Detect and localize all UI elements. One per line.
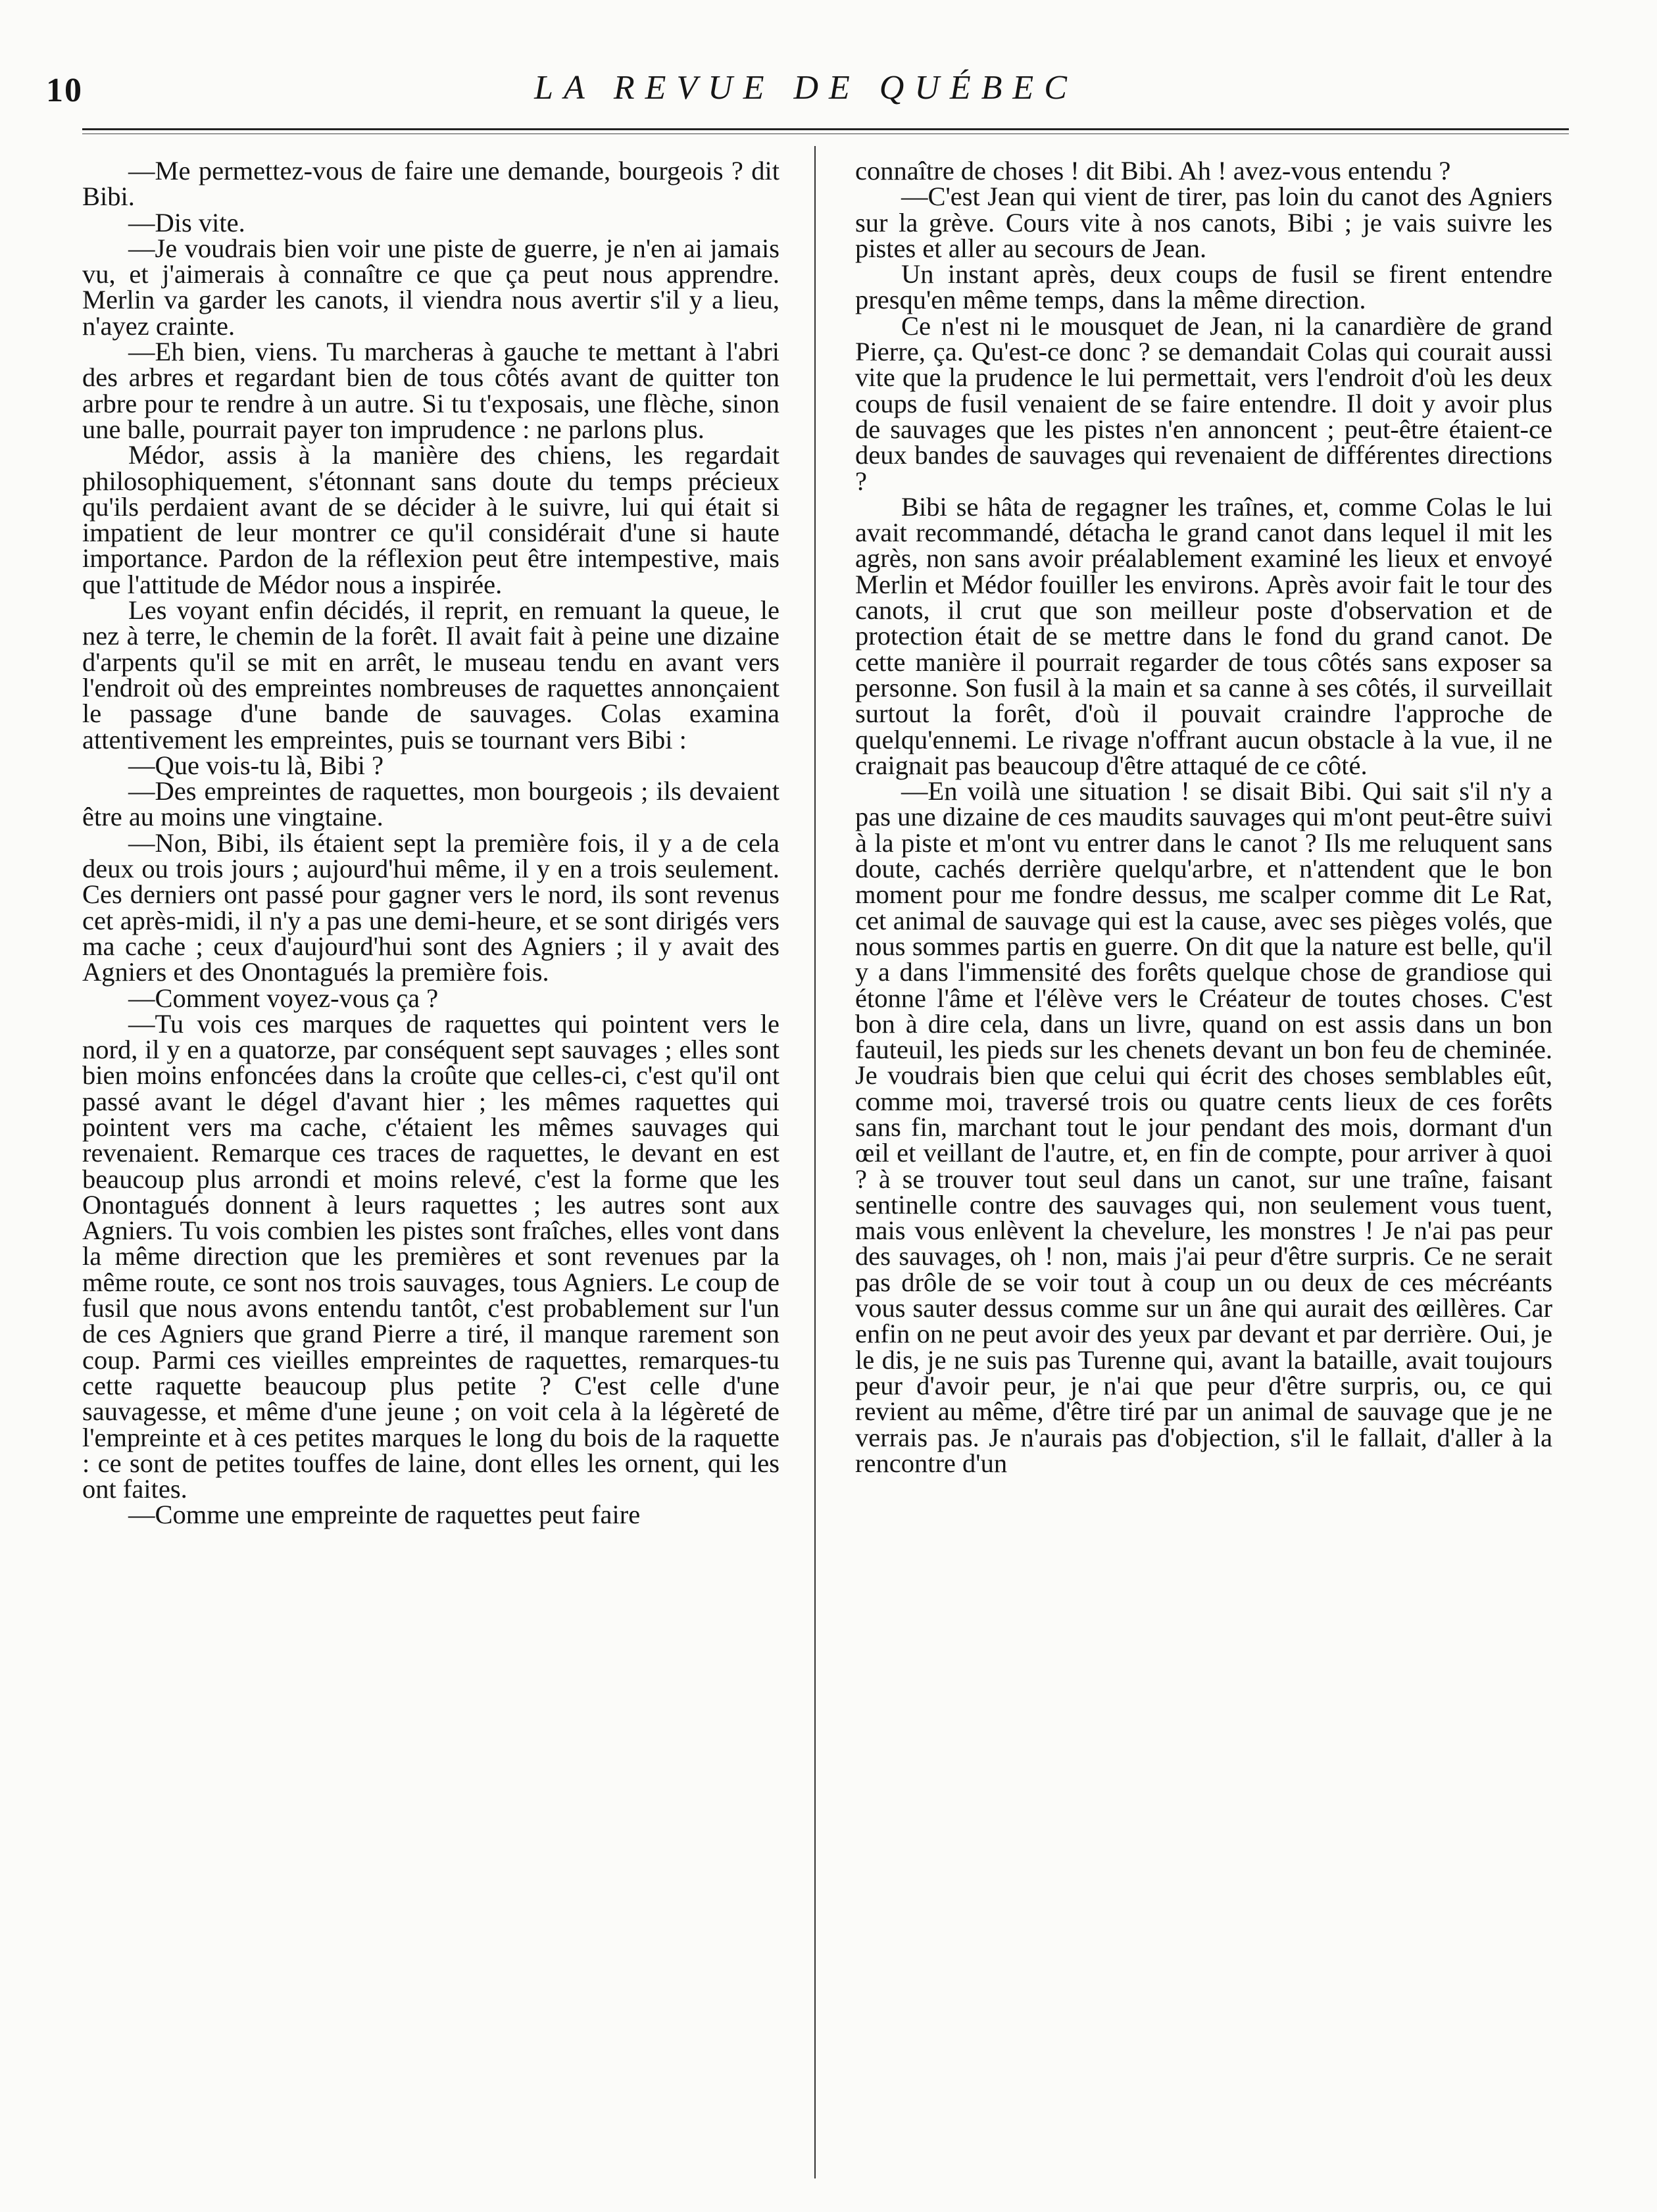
page-header bbox=[46, 66, 1566, 118]
right-column bbox=[855, 158, 1552, 2164]
paragraph: —Comme une empreinte de raquettes peut faire bbox=[128, 1500, 641, 1530]
paragraph: —En voilà une situation ! se disait Bibi. Qui sait s'il n'y a pas une dizaine de ces maudits sauvages qui m'ont peut-être suivi à la piste et m'ont vu entrer dans le canot ? Ils me reluquent sans doute, cachés derrière quelqu'arbre, et n'attendent que le bon moment pour me fondre dessus, me scalper comme dit Le Rat, cet animal de sauvage qui est la cause, avec ses pièges volés, que nous sommes partis en guerre. On dit que la nature est belle, qu'il y a dans l'immensité des forêts quelque chose de grandiose qui étonne l'âme et l'élève vers le Créateur de toutes choses. C'est bon à dire cela, dans un livre, quand on est assis dans un bon fauteuil, les pieds sur les chenets devant un bon feu de cheminée. Je voudrais bien que celui qui écrit des choses semblables eût, comme moi, traversé trois ou quatre cents lieux de ces forêts sans fin, marchant tout le jour pendant des mois, dormant d'un œil et veillant de l'autre, et, en fin de compte, pour arriver à quoi ? à se trouver tout seul dans un canot, sur une traîne, faisant sentinelle contre des sauvages qui, non seulement vous tuent, mais vous enlèvent la chevelure, les monstres ! Je n'ai pas peur des sauvages, oh ! non, mais j'ai peur d'être surpris. Ce ne serait pas drôle de se voir tout à coup un ou deux de ces mécréants vous sauter dessus comme sur un âne qui aurait des œillères. Car enfin on ne peut avoir des yeux par devant et par derrière. Oui, je le dis, je ne suis pas Turenne qui, avant la bataille, avait toujours peur d'avoir peur, je n'ai que peur d'être surpris, ou, ce qui revient au même, d'être tiré par un animal de sauvage que je ne verrais pas. Je n'aurais pas d'objection, s'il le fallait, d'aller à la rencontre d'un bbox=[855, 776, 1552, 1478]
paragraph: —Tu vois ces marques de raquettes qui pointent vers le nord, il y en a quatorze, par conséquent sept sauvages ; elles sont bien moins enfoncées dans la croûte que celles-ci, c'est qu'il ont passé avant le dégel d'avant hier ; les mêmes raquettes qui pointent vers ma cache, c'étaient les mêmes sauvages qui revenaient. Remarque ces traces de raquettes, le devant en est beaucoup plus arrondi et moins relevé, c'est la forme que les Onontagués donnent à leurs raquettes ; les autres sont aux Agniers. Tu vois combien les pistes sont fraîches, elles vont dans la même direction que les premières et sont revenues par la même route, ce sont nos trois sauvages, tous Agniers. Le coup de fusil que nous avons entendu tantôt, c'est probablement sur l'un de ces Agniers que grand Pierre a tiré, il manque rarement son coup. Parmi ces vieilles empreintes de raquettes, remarques-tu cette raquette beaucoup plus petite ? C'est celle d'une sauvagesse, et même d'une jeune ; on voit cela à la légèreté de l'empreinte et à ces petites marques le long du bois de la raquette : ce sont de petites touffes de laine, dont elles les ornent, qui les ont faites. bbox=[82, 1008, 779, 1504]
column-divider bbox=[814, 146, 816, 2178]
paragraph: —Dis vite. bbox=[128, 207, 245, 237]
paragraph: Bibi se hâta de regagner les traînes, et, comme Colas le lui avait recommandé, détacha le grand canot dans lequel il mit les agrès, non sans avoir préalablement examiné les lieux et envoyé Merlin et Médor fouiller les environs. Après avoir fait le tour des canots, il crut que son meilleur poste d'observation et de protection était de se mettre dans le fond du grand canot. De cette manière il pourrait regarder de tous côtés sans exposer sa personne. Son fusil à la main et sa canne à ses côtés, il surveillait surtout la forêt, d'où il pouvait craindre l'approche de quelqu'ennemi. Le rivage n'offrant aucun obstacle à la vue, il ne craignait pas beaucoup d'être attaqué de ce côté. bbox=[855, 491, 1552, 780]
running-title: LA REVUE DE QUÉBEC bbox=[534, 69, 1077, 107]
paragraph: Un instant après, deux coups de fusil se firent entendre presqu'en même temps, dans la même direction. bbox=[855, 259, 1552, 315]
paragraph: connaître de choses ! dit Bibi. Ah ! avez-vous entendu ? bbox=[855, 158, 1451, 185]
paragraph: —Eh bien, viens. Tu marcheras à gauche te mettant à l'abri des arbres et regardant bien de tous côtés avant de quitter ton arbre pour te rendre à un autre. Si tu t'exposais, une flèche, sinon une balle, pourrait payer ton imprudence : ne parlons plus. bbox=[82, 337, 779, 444]
paragraph: —Comment voyez-vous ça ? bbox=[128, 983, 439, 1013]
page-number: 10 bbox=[46, 72, 83, 109]
paragraph: Ce n'est ni le mousquet de Jean, ni la canardière de grand Pierre, ça. Qu'est-ce donc ? se demandait Colas qui courait aussi vite que la prudence le lui permettait, vers l'endroit d'où les deux coups de fusil venaient de se faire entendre. Il doit y avoir plus de sauvages que les pistes n'en annoncent ; peut-être étaient-ce deux bandes de sauvages qui revenaient de différentes directions ? bbox=[855, 310, 1552, 496]
left-column bbox=[82, 158, 779, 2164]
paragraph: —Non, Bibi, ils étaient sept la première fois, il y a de cela deux ou trois jours ; aujourd'hui même, il y en a trois seulement. Ces derniers ont passé pour gagner vers le nord, ils sont revenus cet après-midi, il n'y a pas une demi-heure, et se sont dirigés vers ma cache ; ceux d'aujourd'hui sont des Agniers ; il y avait des Agniers et des Onontagués la première fois. bbox=[82, 827, 779, 987]
paragraph: —Je voudrais bien voir une piste de guerre, je n'en ai jamais vu, et j'aimerais à connaître ce que ça peut nous apprendre. Merlin va garder les canots, il viendra nous avertir s'il y a lieu, n'ayez crainte. bbox=[82, 233, 779, 341]
header-rule bbox=[82, 128, 1569, 130]
paragraph: —Que vois-tu là, Bibi ? bbox=[128, 750, 384, 780]
paragraph: —Des empreintes de raquettes, mon bourgeois ; ils devaient être au moins une vingtaine. bbox=[82, 776, 779, 832]
paragraph: —C'est Jean qui vient de tirer, pas loin du canot des Agniers sur la grève. Cours vite à nos canots, Bibi ; je vais suivre les pistes et aller au secours de Jean. bbox=[855, 182, 1552, 263]
paragraph: Les voyant enfin décidés, il reprit, en remuant la queue, le nez à terre, le chemin de la forêt. Il avait fait à peine une dizaine d'arpents qu'il se mit en arrêt, le museau tendu en avant vers l'endroit où des empreintes nombreuses de raquettes annonçaient le passage d'une bande de sauvages. Colas examina attentivement les empreintes, puis se tournant vers Bibi : bbox=[82, 595, 779, 754]
paragraph: —Me permettez-vous de faire une demande, bourgeois ? dit Bibi. bbox=[82, 158, 779, 212]
paragraph: Médor, assis à la manière des chiens, les regardait philosophiquement, s'étonnant sans doute du temps précieux qu'ils perdaient avant de se décider à le suivre, lui qui était si impatient de leur montrer ce qu'il considérait d'une si haute importance. Pardon de la réflexion peut être intempestive, mais que l'attitude de Médor nous a inspirée. bbox=[82, 440, 779, 599]
